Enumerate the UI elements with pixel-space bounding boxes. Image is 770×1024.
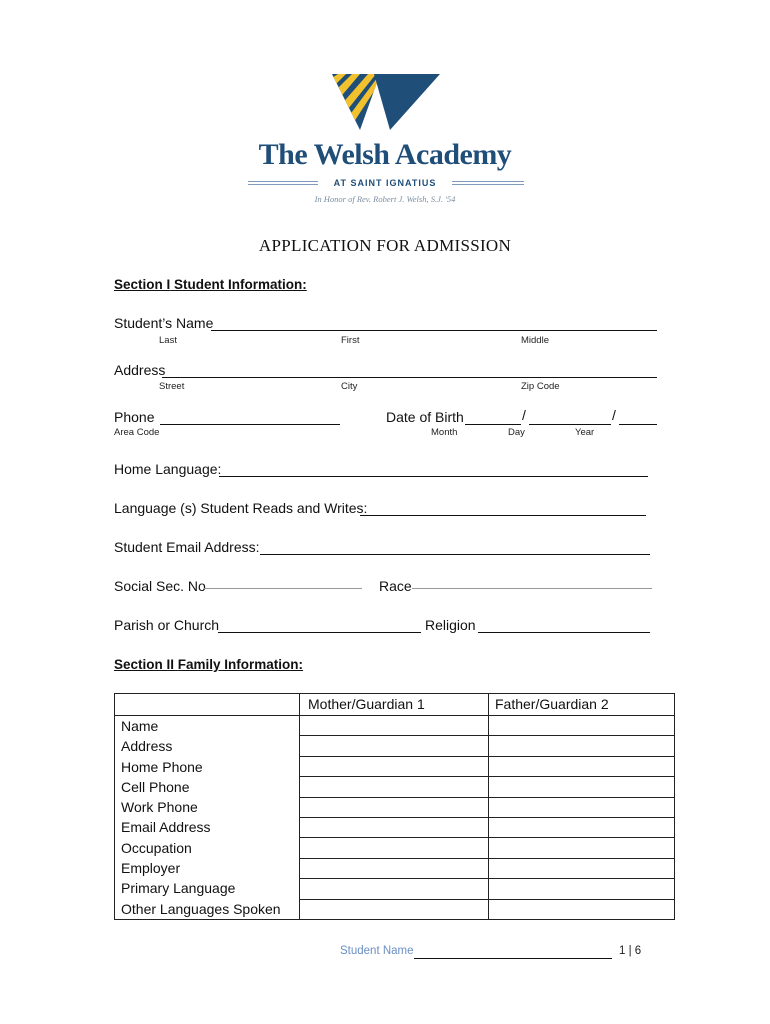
dob-day-sub: Day xyxy=(508,427,525,438)
address-field[interactable] xyxy=(162,377,657,378)
guardian-2-primary-language-cell[interactable] xyxy=(489,879,675,899)
guardian-1-other-languages-cell[interactable] xyxy=(300,899,489,919)
guardian-2-employer-cell[interactable] xyxy=(489,858,675,878)
guardian-1-employer-cell[interactable] xyxy=(300,858,489,878)
section-1-prefix: Section I xyxy=(114,277,171,292)
guardian-1-home-phone-cell[interactable] xyxy=(300,756,489,776)
row-label-other-languages: Other Languages Spoken xyxy=(121,900,281,917)
family-table-header-guardian-1: Mother/Guardian 1 xyxy=(300,694,489,716)
row-label-work-phone: Work Phone xyxy=(121,799,198,816)
address-city-sub: City xyxy=(341,381,358,392)
race-field[interactable] xyxy=(412,588,652,589)
dob-month-sub: Month xyxy=(431,427,458,438)
guardian-2-cell-phone-cell[interactable] xyxy=(489,777,675,797)
ssn-label: Social Sec. No xyxy=(114,578,206,594)
dob-month-field[interactable] xyxy=(465,424,521,425)
dob-label: Date of Birth xyxy=(386,409,464,425)
parish-label: Parish or Church xyxy=(114,617,220,633)
phone-field[interactable] xyxy=(160,424,340,425)
student-name-first-sub: First xyxy=(341,335,360,346)
section-2-prefix: Section II xyxy=(114,657,175,672)
religion-label: Religion xyxy=(425,617,476,633)
table-row xyxy=(115,716,675,736)
row-label-employer: Employer xyxy=(121,860,181,877)
family-table-header-guardian-2: Father/Guardian 2 xyxy=(489,694,675,716)
languages-label: Language (s) Student Reads and Writes: xyxy=(114,500,368,516)
guardian-1-email-cell[interactable] xyxy=(300,817,489,837)
guardian-2-email-cell[interactable] xyxy=(489,817,675,837)
home-language-label: Home Language: xyxy=(114,461,222,477)
section-1-heading xyxy=(114,277,307,292)
guardian-1-cell-phone-cell[interactable] xyxy=(300,777,489,797)
student-name-last-sub: Last xyxy=(159,335,177,346)
row-label-primary-language: Primary Language xyxy=(121,880,236,897)
form-title: APPLICATION FOR ADMISSION xyxy=(258,236,512,255)
student-email-label: Student Email Address: xyxy=(114,539,260,555)
footer-student-name-label: Student Name xyxy=(340,945,414,957)
row-label-address: Address xyxy=(121,738,173,755)
religion-field[interactable] xyxy=(478,632,650,633)
parish-field[interactable] xyxy=(218,632,421,633)
guardian-1-work-phone-cell[interactable] xyxy=(300,797,489,817)
address-zip-sub: Zip Code xyxy=(521,381,560,392)
languages-field[interactable] xyxy=(360,515,646,516)
guardian-1-name-cell[interactable] xyxy=(300,716,489,736)
dob-separator-2: / xyxy=(612,407,616,423)
guardian-1-primary-language-cell[interactable] xyxy=(300,879,489,899)
section-2-title: Family Information: xyxy=(177,657,304,672)
phone-label: Phone xyxy=(114,409,155,425)
dob-year-field[interactable] xyxy=(619,424,657,425)
row-label-cell-phone: Cell Phone xyxy=(121,778,190,795)
family-table-header-row xyxy=(115,694,675,716)
welsh-academy-logo-mark xyxy=(330,72,442,132)
row-label-home-phone: Home Phone xyxy=(121,758,203,775)
dob-separator-1: / xyxy=(522,407,526,423)
student-name-middle-sub: Middle xyxy=(521,335,549,346)
guardian-2-address-cell[interactable] xyxy=(489,736,675,756)
race-label: Race xyxy=(379,578,412,594)
dob-year-sub: Year xyxy=(575,427,595,438)
row-label-email-address: Email Address xyxy=(121,819,211,836)
guardian-2-occupation-cell[interactable] xyxy=(489,838,675,858)
address-label: Address xyxy=(114,362,166,378)
row-label-occupation: Occupation xyxy=(121,839,192,856)
section-1-title: Student Information: xyxy=(174,277,307,292)
ssn-field[interactable] xyxy=(204,588,362,589)
academy-honor-line: In Honor of Rev. Robert J. Welsh, S.J. '54 xyxy=(314,194,456,204)
academy-name: The Welsh Academy xyxy=(258,138,512,171)
student-name-field[interactable] xyxy=(211,330,657,331)
dob-day-field[interactable] xyxy=(529,424,611,425)
academy-subtitle: AT SAINT IGNATIUS xyxy=(333,178,437,188)
student-name-label: Student’s Name xyxy=(114,315,214,331)
footer-page-number: 1 | 6 xyxy=(619,945,642,957)
section-2-heading xyxy=(114,657,303,672)
home-language-field[interactable] xyxy=(219,476,648,477)
family-table-header-blank xyxy=(115,694,300,716)
family-information-table xyxy=(114,693,675,920)
guardian-2-name-cell[interactable] xyxy=(489,716,675,736)
guardian-1-occupation-cell[interactable] xyxy=(300,838,489,858)
phone-area-code-sub: Area Code xyxy=(114,427,160,438)
guardian-2-other-languages-cell[interactable] xyxy=(489,899,675,919)
guardian-2-work-phone-cell[interactable] xyxy=(489,797,675,817)
student-email-field[interactable] xyxy=(260,554,650,555)
row-label-name: Name xyxy=(121,718,159,734)
guardian-2-home-phone-cell[interactable] xyxy=(489,756,675,776)
guardian-1-address-cell[interactable] xyxy=(300,736,489,756)
family-table-row-labels xyxy=(115,716,300,920)
footer-student-name-field[interactable] xyxy=(414,958,612,959)
address-street-sub: Street xyxy=(159,381,185,392)
